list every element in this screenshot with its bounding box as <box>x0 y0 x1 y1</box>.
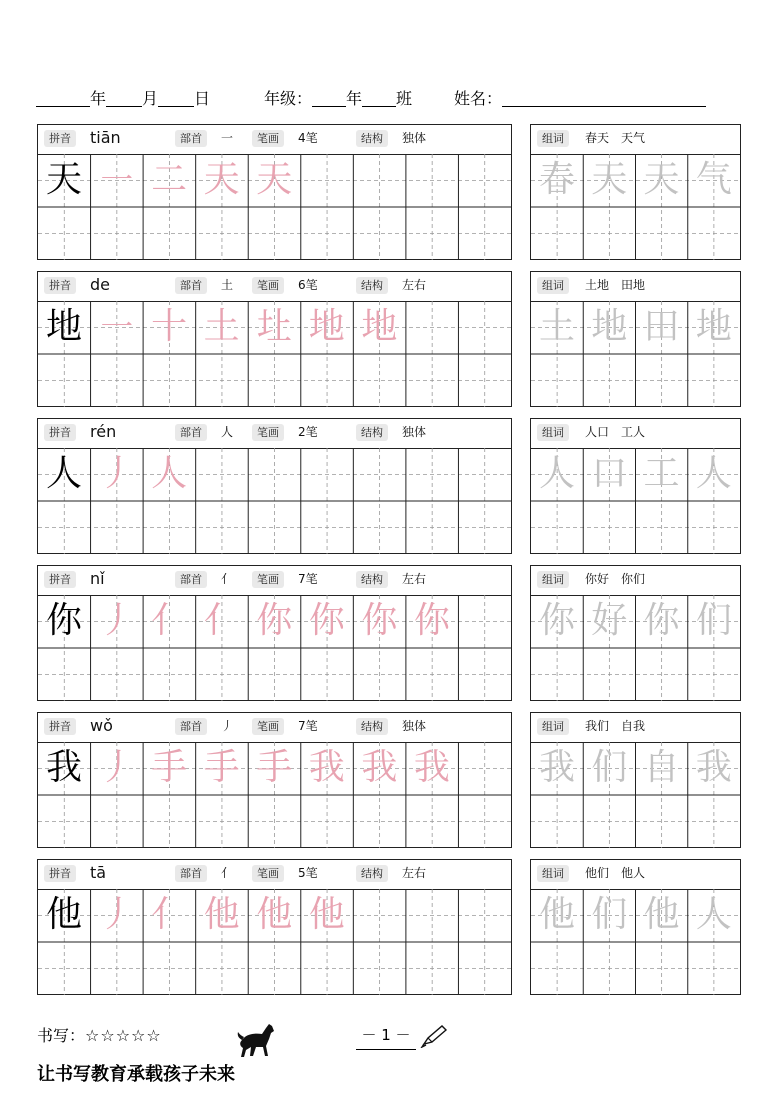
pinyin-tag: 拼音 <box>44 571 76 588</box>
name-label: 姓名： <box>454 89 503 108</box>
word-info-bar <box>531 419 740 449</box>
words-tag: 组词 <box>537 571 569 588</box>
stroke-order-step: 丿 <box>98 453 135 494</box>
word-practice-card <box>530 271 741 407</box>
writing-grid[interactable] <box>38 301 511 407</box>
trace-character: 地 <box>695 306 732 347</box>
trace-character: 你 <box>643 600 680 641</box>
stroke-order-step: 我 <box>361 747 398 788</box>
word-practice-card <box>530 418 741 554</box>
char-info-bar <box>38 860 511 890</box>
radical-value: 人 <box>221 425 234 439</box>
stroke-order-step: 人 <box>151 453 188 494</box>
pinyin-tag: 拼音 <box>44 424 76 441</box>
model-character: 他 <box>45 894 82 935</box>
stroke-order-step: 土 <box>203 306 240 347</box>
pinyin-value: de <box>90 275 110 294</box>
trace-character: 你 <box>538 600 575 641</box>
header <box>36 86 736 112</box>
word-practice-card <box>530 124 741 260</box>
trace-character: 们 <box>591 747 628 788</box>
trace-character: 田 <box>643 306 680 347</box>
word-info-bar <box>531 272 740 302</box>
word-info-bar <box>531 566 740 596</box>
words-value: 他们 他人 <box>585 866 646 880</box>
stroke-order-step: ㇐ <box>98 306 135 347</box>
trace-character: 气 <box>695 159 732 200</box>
day-blank[interactable] <box>158 90 194 107</box>
strokes-tag: 笔画 <box>252 130 284 147</box>
structure-tag: 结构 <box>356 130 388 147</box>
stroke-order-step: 你 <box>361 600 398 641</box>
trace-character: 他 <box>643 894 680 935</box>
trace-character: 人 <box>695 894 732 935</box>
strokes-tag: 笔画 <box>252 424 284 441</box>
grade-field[interactable] <box>264 86 412 109</box>
stroke-order-step: 你 <box>308 600 345 641</box>
stroke-order-step: 他 <box>308 894 345 935</box>
words-value: 春天 天气 <box>585 131 646 145</box>
stroke-order-step: 亻 <box>151 894 188 935</box>
word-writing-grid[interactable] <box>531 889 740 995</box>
stroke-order-step: 圵 <box>256 306 293 347</box>
trace-character: 们 <box>591 894 628 935</box>
word-info-bar <box>531 125 740 155</box>
day-label: 日 <box>194 89 211 108</box>
words-tag: 组词 <box>537 865 569 882</box>
stroke-order-step: 天 <box>256 159 293 200</box>
stroke-order-step: 地 <box>361 306 398 347</box>
pinyin-tag: 拼音 <box>44 130 76 147</box>
pinyin-value: nǐ <box>90 569 105 588</box>
stroke-order-step: 我 <box>413 747 450 788</box>
structure-tag: 结构 <box>356 277 388 294</box>
trace-character: 我 <box>695 747 732 788</box>
word-practice-card <box>530 565 741 701</box>
radical-tag: 部首 <box>175 718 207 735</box>
structure-value: 独体 <box>402 719 427 733</box>
strokes-tag: 笔画 <box>252 571 284 588</box>
strokes-value: 4笔 <box>298 131 318 145</box>
stroke-order-step: 丿 <box>98 747 135 788</box>
radical-value: 一 <box>221 131 234 145</box>
grade-year-blank[interactable] <box>312 90 346 107</box>
year-blank[interactable] <box>36 90 90 107</box>
grade-label: 年级： <box>264 89 313 108</box>
char-practice-card <box>37 565 512 701</box>
model-character: 天 <box>45 159 82 200</box>
stroke-order-step: 手 <box>151 747 188 788</box>
radical-tag: 部首 <box>175 424 207 441</box>
writing-grid[interactable] <box>38 742 511 848</box>
words-tag: 组词 <box>537 277 569 294</box>
pinyin-tag: 拼音 <box>44 277 76 294</box>
strokes-tag: 笔画 <box>252 277 284 294</box>
structure-tag: 结构 <box>356 571 388 588</box>
trace-character: 人 <box>538 453 575 494</box>
radical-tag: 部首 <box>175 865 207 882</box>
char-practice-card <box>37 859 512 995</box>
stroke-order-step: 二 <box>151 159 188 200</box>
stroke-order-step: 手 <box>256 747 293 788</box>
strokes-value: 7笔 <box>298 572 318 586</box>
page-number: － 1 － <box>356 1024 416 1050</box>
writing-grid[interactable] <box>38 154 511 260</box>
model-character: 人 <box>45 453 82 494</box>
words-value: 土地 田地 <box>585 278 646 292</box>
month-blank[interactable] <box>106 90 142 107</box>
writing-grid[interactable] <box>38 448 511 554</box>
stroke-order-step: ㇐ <box>98 159 135 200</box>
structure-value: 独体 <box>402 425 427 439</box>
pen-icon <box>420 1024 448 1048</box>
char-info-bar <box>38 419 511 449</box>
word-practice-card <box>530 712 741 848</box>
word-writing-grid[interactable] <box>531 301 740 407</box>
words-value: 你好 你们 <box>585 572 646 586</box>
date-field[interactable] <box>36 86 210 109</box>
words-tag: 组词 <box>537 424 569 441</box>
word-writing-grid[interactable] <box>531 448 740 554</box>
class-blank[interactable] <box>362 90 396 107</box>
model-character: 你 <box>45 600 82 641</box>
structure-tag: 结构 <box>356 718 388 735</box>
word-info-bar <box>531 713 740 743</box>
structure-tag: 结构 <box>356 865 388 882</box>
words-value: 我们 自我 <box>585 719 646 733</box>
trace-character: 土 <box>538 306 575 347</box>
trace-character: 地 <box>591 306 628 347</box>
writing-grid[interactable] <box>38 595 511 701</box>
word-writing-grid[interactable] <box>531 154 740 260</box>
radical-value: 亻 <box>221 572 234 586</box>
trace-character: 口 <box>591 453 628 494</box>
pinyin-value: tā <box>90 863 107 882</box>
stroke-order-step: 丿 <box>98 600 135 641</box>
strokes-value: 5笔 <box>298 866 318 880</box>
structure-value: 独体 <box>402 131 427 145</box>
stroke-order-step: 地 <box>308 306 345 347</box>
name-blank[interactable] <box>502 90 706 107</box>
pinyin-value: rén <box>90 422 117 441</box>
month-label: 月 <box>142 89 159 108</box>
radical-tag: 部首 <box>175 571 207 588</box>
pinyin-value: tiān <box>90 128 121 147</box>
trace-character: 天 <box>643 159 680 200</box>
char-info-bar <box>38 272 511 302</box>
words-tag: 组词 <box>537 130 569 147</box>
trace-character: 我 <box>538 747 575 788</box>
word-writing-grid[interactable] <box>531 595 740 701</box>
char-info-bar <box>38 566 511 596</box>
pinyin-value: wǒ <box>90 716 113 735</box>
trace-character: 他 <box>538 894 575 935</box>
strokes-value: 6笔 <box>298 278 318 292</box>
trace-character: 春 <box>538 159 575 200</box>
stroke-order-step: 手 <box>203 747 240 788</box>
radical-value: 亻 <box>221 866 234 880</box>
char-practice-card <box>37 418 512 554</box>
structure-value: 左右 <box>402 572 427 586</box>
trace-character: 人 <box>695 453 732 494</box>
name-field[interactable] <box>454 86 706 109</box>
words-tag: 组词 <box>537 718 569 735</box>
grade-year-label: 年 <box>346 89 363 108</box>
radical-tag: 部首 <box>175 130 207 147</box>
strokes-tag: 笔画 <box>252 865 284 882</box>
strokes-value: 2笔 <box>298 425 318 439</box>
year-label: 年 <box>90 89 107 108</box>
radical-value: 丿 <box>221 719 234 733</box>
star-rating[interactable]: ☆☆☆☆☆ <box>85 1026 162 1045</box>
model-character: 我 <box>45 747 82 788</box>
structure-value: 左右 <box>402 278 427 292</box>
word-info-bar <box>531 860 740 890</box>
stroke-order-step: 亻 <box>151 600 188 641</box>
model-character: 地 <box>45 306 82 347</box>
stroke-order-step: 他 <box>256 894 293 935</box>
trace-character: 自 <box>643 747 680 788</box>
writing-grid[interactable] <box>38 889 511 995</box>
words-value: 人口 工人 <box>585 425 646 439</box>
horse-icon <box>236 1020 280 1060</box>
char-practice-card <box>37 124 512 260</box>
strokes-value: 7笔 <box>298 719 318 733</box>
radical-value: 土 <box>221 278 234 292</box>
char-practice-card <box>37 712 512 848</box>
rating <box>37 1023 162 1046</box>
radical-tag: 部首 <box>175 277 207 294</box>
slogan: 让书写教育承载孩子未来 <box>37 1064 235 1085</box>
char-info-bar <box>38 125 511 155</box>
stroke-order-step: 十 <box>151 306 188 347</box>
char-info-bar <box>38 713 511 743</box>
stroke-order-step: 天 <box>203 159 240 200</box>
word-writing-grid[interactable] <box>531 742 740 848</box>
stroke-order-step: 他 <box>203 894 240 935</box>
stroke-order-step: 你 <box>256 600 293 641</box>
trace-character: 天 <box>591 159 628 200</box>
pinyin-tag: 拼音 <box>44 718 76 735</box>
strokes-tag: 笔画 <box>252 718 284 735</box>
stroke-order-step: 亻 <box>203 600 240 641</box>
rating-label: 书写： <box>37 1026 86 1045</box>
char-practice-card <box>37 271 512 407</box>
stroke-order-step: 我 <box>308 747 345 788</box>
stroke-order-step: 你 <box>413 600 450 641</box>
word-practice-card <box>530 859 741 995</box>
class-label: 班 <box>396 89 413 108</box>
trace-character: 们 <box>695 600 732 641</box>
trace-character: 好 <box>591 600 628 641</box>
stroke-order-step: 丿 <box>98 894 135 935</box>
structure-tag: 结构 <box>356 424 388 441</box>
structure-value: 左右 <box>402 866 427 880</box>
pinyin-tag: 拼音 <box>44 865 76 882</box>
trace-character: 工 <box>643 453 680 494</box>
